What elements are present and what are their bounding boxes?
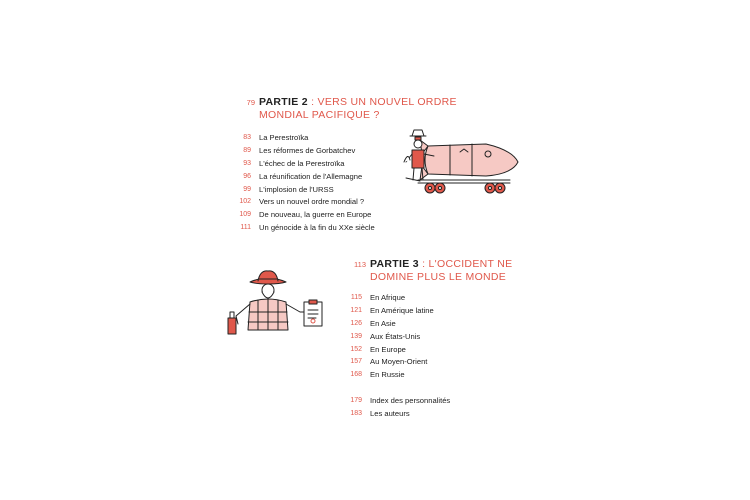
toc-page-number: 99	[243, 185, 251, 193]
toc-page-number: 126	[350, 319, 362, 327]
toc-page-number: 121	[350, 306, 362, 314]
toc-page-number: 115	[350, 294, 362, 301]
part-2-label: PARTIE 2	[259, 96, 308, 108]
toc-entry-title: La réunification de l'Allemagne	[259, 171, 363, 181]
toc-page-number: 168	[350, 371, 362, 379]
toc-page-number: 102	[239, 198, 251, 206]
toc-entry[interactable]	[350, 305, 512, 318]
toc-entry-title: En Amérique latine	[370, 305, 434, 315]
uncle-sam-missile-illustration	[400, 128, 522, 200]
part-2-title-line-2: MONDIAL PACIFIQUE ?	[259, 109, 380, 121]
toc-entry-title: En Russie	[370, 370, 405, 380]
toc-entry-title: Un génocide à la fin du XXe siècle	[259, 223, 375, 233]
toc-entry[interactable]	[350, 369, 512, 382]
part-3-page-number: 113	[354, 260, 366, 269]
toc-entry-title: De nouveau, la guerre en Europe	[259, 210, 372, 220]
toc-page-number: 96	[243, 172, 251, 180]
part-3-title-line-1: : L'OCCIDENT NE	[418, 258, 513, 270]
toc-entry-title: Index des personnalités	[370, 396, 451, 406]
toc-page-number: 83	[243, 134, 251, 141]
toc-entry-title: L'échec de la Perestroïka	[259, 158, 345, 168]
toc-page-number: 111	[240, 224, 251, 232]
toc-entry-title: En Afrique	[370, 293, 406, 302]
toc-entry-title: Aux États-Unis	[370, 331, 421, 341]
toc-entry-title: En Asie	[370, 318, 396, 328]
toc-entry[interactable]	[350, 344, 512, 357]
toc-page-number: 139	[350, 332, 362, 340]
toc-entry[interactable]	[239, 209, 457, 222]
part-3-label: PARTIE 3	[370, 258, 419, 270]
toc-entry-title: Vers un nouvel ordre mondial ?	[259, 197, 365, 207]
part-3-heading	[354, 258, 513, 292]
toc-page-number: 89	[243, 146, 251, 154]
toc-page-number: 183	[350, 410, 362, 418]
toc-entry[interactable]	[240, 222, 457, 235]
toc-entry[interactable]	[350, 331, 512, 344]
toc-page-number: 157	[350, 358, 362, 366]
toc-entry-title: Les auteurs	[370, 409, 410, 419]
part-2-heading	[246, 96, 457, 130]
toc-entry-title: L'implosion de l'URSS	[259, 184, 334, 194]
toc-entry-title: La Perestroïka	[259, 133, 309, 142]
toc-page-number: 93	[243, 159, 251, 167]
cowboy-clipboard-illustration	[220, 268, 330, 340]
toc-page-number: 109	[239, 211, 251, 219]
toc-entry[interactable]	[350, 408, 512, 421]
toc-entry[interactable]	[350, 356, 512, 369]
toc-entry[interactable]	[350, 292, 512, 305]
toc-entry-title: Au Moyen-Orient	[370, 357, 428, 367]
toc-page-number: 152	[350, 345, 362, 353]
part-3-section	[350, 258, 513, 421]
toc-entry[interactable]	[350, 318, 512, 331]
toc-entry-title: En Europe	[370, 344, 406, 354]
part-2-title-line-1: : VERS UN NOUVEL ORDRE	[307, 96, 457, 108]
toc-entry-title: Les réformes de Gorbatchev	[259, 145, 356, 155]
part-3-title-line-2: DOMINE PLUS LE MONDE	[370, 271, 507, 283]
part-2-page-number: 79	[246, 98, 255, 107]
toc-entry[interactable]	[350, 395, 512, 408]
toc-page-number: 179	[350, 397, 362, 405]
